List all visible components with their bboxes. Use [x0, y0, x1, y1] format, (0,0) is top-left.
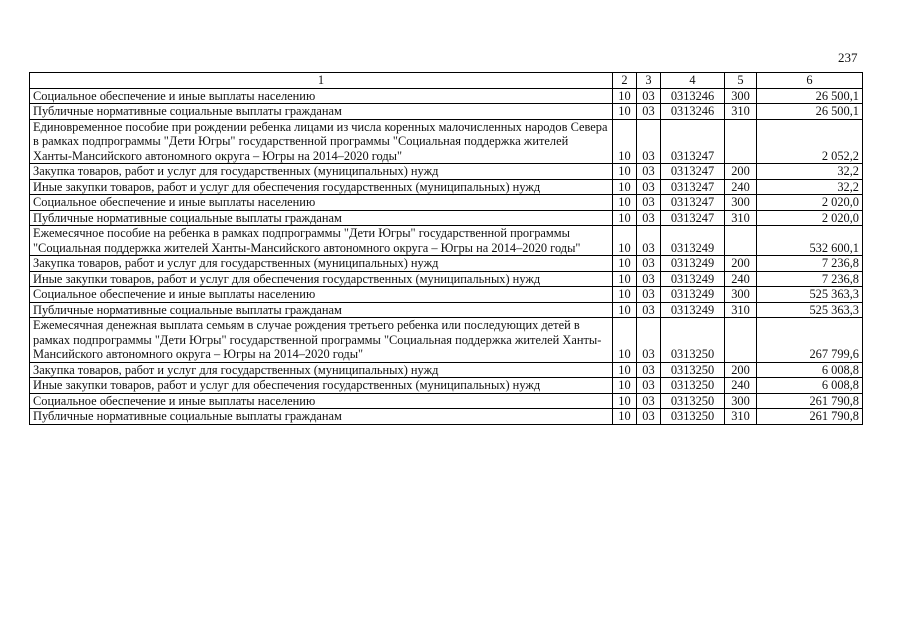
section-cell: 10 — [613, 393, 637, 409]
table-row — [30, 378, 863, 394]
expense-type-cell — [725, 226, 757, 256]
subsection-cell: 03 — [637, 318, 661, 363]
expense-type-cell: 310 — [725, 210, 757, 226]
header-col-4: 4 — [661, 73, 725, 89]
subsection-cell: 03 — [637, 409, 661, 425]
section-cell: 10 — [613, 409, 637, 425]
target-code-cell: 0313246 — [661, 88, 725, 104]
expense-type-cell: 240 — [725, 378, 757, 394]
section-cell: 10 — [613, 362, 637, 378]
table-row — [30, 195, 863, 211]
row-name-cell: Социальное обеспечение и иные выплаты населению — [30, 287, 613, 303]
target-code-cell: 0313249 — [661, 302, 725, 318]
table-row — [30, 210, 863, 226]
amount-cell: 2 020,0 — [757, 210, 863, 226]
row-name-cell: Ежемесячное пособие на ребенка в рамках подпрограммы "Дети Югры" государственной программы "Социальная поддержка жителей Ханты-Мансийского автономного округа – Югры на 2014–2020 годы" — [30, 226, 613, 256]
target-code-cell: 0313249 — [661, 287, 725, 303]
target-code-cell: 0313246 — [661, 104, 725, 120]
section-cell: 10 — [613, 210, 637, 226]
amount-cell: 525 363,3 — [757, 287, 863, 303]
section-cell: 10 — [613, 318, 637, 363]
row-name-cell: Публичные нормативные социальные выплаты гражданам — [30, 210, 613, 226]
row-name-cell: Закупка товаров, работ и услуг для государственных (муниципальных) нужд — [30, 362, 613, 378]
row-name-cell: Иные закупки товаров, работ и услуг для обеспечения государственных (муниципальных) нужд — [30, 271, 613, 287]
subsection-cell: 03 — [637, 378, 661, 394]
header-col-2: 2 — [613, 73, 637, 89]
row-name-cell: Ежемесячная денежная выплата семьям в случае рождения третьего ребенка или последующих детей в рамках подпрограммы "Дети Югры" государственной программы "Социальная поддержка жителей Ханты-Мансийского автономного округа – Югры на 2014–2020 годы" — [30, 318, 613, 363]
table-row — [30, 362, 863, 378]
section-cell: 10 — [613, 119, 637, 164]
expense-type-cell: 200 — [725, 256, 757, 272]
subsection-cell: 03 — [637, 287, 661, 303]
target-code-cell: 0313249 — [661, 271, 725, 287]
amount-cell: 32,2 — [757, 179, 863, 195]
budget-table — [29, 72, 863, 425]
amount-cell: 261 790,8 — [757, 409, 863, 425]
amount-cell: 26 500,1 — [757, 104, 863, 120]
section-cell: 10 — [613, 256, 637, 272]
table-row — [30, 271, 863, 287]
target-code-cell: 0313247 — [661, 119, 725, 164]
table-row — [30, 179, 863, 195]
expense-type-cell: 300 — [725, 287, 757, 303]
section-cell: 10 — [613, 226, 637, 256]
expense-type-cell: 310 — [725, 409, 757, 425]
target-code-cell: 0313249 — [661, 226, 725, 256]
amount-cell: 261 790,8 — [757, 393, 863, 409]
target-code-cell: 0313247 — [661, 195, 725, 211]
expense-type-cell: 300 — [725, 393, 757, 409]
subsection-cell: 03 — [637, 256, 661, 272]
row-name-cell: Публичные нормативные социальные выплаты гражданам — [30, 302, 613, 318]
amount-cell: 32,2 — [757, 164, 863, 180]
expense-type-cell: 200 — [725, 362, 757, 378]
amount-cell: 6 008,8 — [757, 362, 863, 378]
subsection-cell: 03 — [637, 226, 661, 256]
section-cell: 10 — [613, 302, 637, 318]
subsection-cell: 03 — [637, 104, 661, 120]
table-row — [30, 226, 863, 256]
amount-cell: 267 799,6 — [757, 318, 863, 363]
row-name-cell: Иные закупки товаров, работ и услуг для обеспечения государственных (муниципальных) нужд — [30, 378, 613, 394]
target-code-cell: 0313250 — [661, 378, 725, 394]
amount-cell: 532 600,1 — [757, 226, 863, 256]
row-name-cell: Закупка товаров, работ и услуг для государственных (муниципальных) нужд — [30, 256, 613, 272]
target-code-cell: 0313250 — [661, 393, 725, 409]
row-name-cell: Иные закупки товаров, работ и услуг для обеспечения государственных (муниципальных) нужд — [30, 179, 613, 195]
table-row — [30, 119, 863, 164]
table-row — [30, 287, 863, 303]
expense-type-cell: 240 — [725, 179, 757, 195]
section-cell: 10 — [613, 287, 637, 303]
amount-cell: 7 236,8 — [757, 256, 863, 272]
row-name-cell: Единовременное пособие при рождении ребенка лицами из числа коренных малочисленных народов Севера в рамках подпрограммы "Дети Югры" государственной программы "Социальная поддержка жителей Ханты-Мансийского автономного округа – Югры на 2014–2020 годы" — [30, 119, 613, 164]
subsection-cell: 03 — [637, 179, 661, 195]
table-row — [30, 164, 863, 180]
target-code-cell: 0313247 — [661, 164, 725, 180]
subsection-cell: 03 — [637, 210, 661, 226]
row-name-cell: Социальное обеспечение и иные выплаты населению — [30, 393, 613, 409]
header-col-1: 1 — [30, 73, 613, 89]
header-col-6: 6 — [757, 73, 863, 89]
target-code-cell: 0313250 — [661, 362, 725, 378]
amount-cell: 525 363,3 — [757, 302, 863, 318]
target-code-cell: 0313250 — [661, 409, 725, 425]
section-cell: 10 — [613, 164, 637, 180]
page-number: 237 — [838, 50, 858, 65]
amount-cell: 7 236,8 — [757, 271, 863, 287]
row-name-cell: Социальное обеспечение и иные выплаты населению — [30, 195, 613, 211]
row-name-cell: Закупка товаров, работ и услуг для государственных (муниципальных) нужд — [30, 164, 613, 180]
table-row — [30, 409, 863, 425]
target-code-cell: 0313247 — [661, 210, 725, 226]
target-code-cell: 0313247 — [661, 179, 725, 195]
amount-cell: 26 500,1 — [757, 88, 863, 104]
table-row — [30, 302, 863, 318]
subsection-cell: 03 — [637, 362, 661, 378]
subsection-cell: 03 — [637, 195, 661, 211]
section-cell: 10 — [613, 195, 637, 211]
row-name-cell: Социальное обеспечение и иные выплаты населению — [30, 88, 613, 104]
section-cell: 10 — [613, 378, 637, 394]
expense-type-cell: 200 — [725, 164, 757, 180]
section-cell: 10 — [613, 179, 637, 195]
subsection-cell: 03 — [637, 119, 661, 164]
subsection-cell: 03 — [637, 393, 661, 409]
table-row — [30, 104, 863, 120]
amount-cell: 2 052,2 — [757, 119, 863, 164]
row-name-cell: Публичные нормативные социальные выплаты гражданам — [30, 409, 613, 425]
subsection-cell: 03 — [637, 302, 661, 318]
row-name-cell: Публичные нормативные социальные выплаты гражданам — [30, 104, 613, 120]
expense-type-cell: 240 — [725, 271, 757, 287]
header-col-5: 5 — [725, 73, 757, 89]
expense-type-cell: 310 — [725, 104, 757, 120]
table-header-row — [30, 73, 863, 89]
expense-type-cell: 300 — [725, 88, 757, 104]
expense-type-cell — [725, 119, 757, 164]
table-row — [30, 318, 863, 363]
expense-type-cell — [725, 318, 757, 363]
table-row — [30, 393, 863, 409]
table-row — [30, 88, 863, 104]
header-col-3: 3 — [637, 73, 661, 89]
subsection-cell: 03 — [637, 88, 661, 104]
target-code-cell: 0313249 — [661, 256, 725, 272]
section-cell: 10 — [613, 88, 637, 104]
section-cell: 10 — [613, 271, 637, 287]
section-cell: 10 — [613, 104, 637, 120]
target-code-cell: 0313250 — [661, 318, 725, 363]
table-row — [30, 256, 863, 272]
expense-type-cell: 310 — [725, 302, 757, 318]
expense-type-cell: 300 — [725, 195, 757, 211]
amount-cell: 2 020,0 — [757, 195, 863, 211]
subsection-cell: 03 — [637, 164, 661, 180]
subsection-cell: 03 — [637, 271, 661, 287]
amount-cell: 6 008,8 — [757, 378, 863, 394]
